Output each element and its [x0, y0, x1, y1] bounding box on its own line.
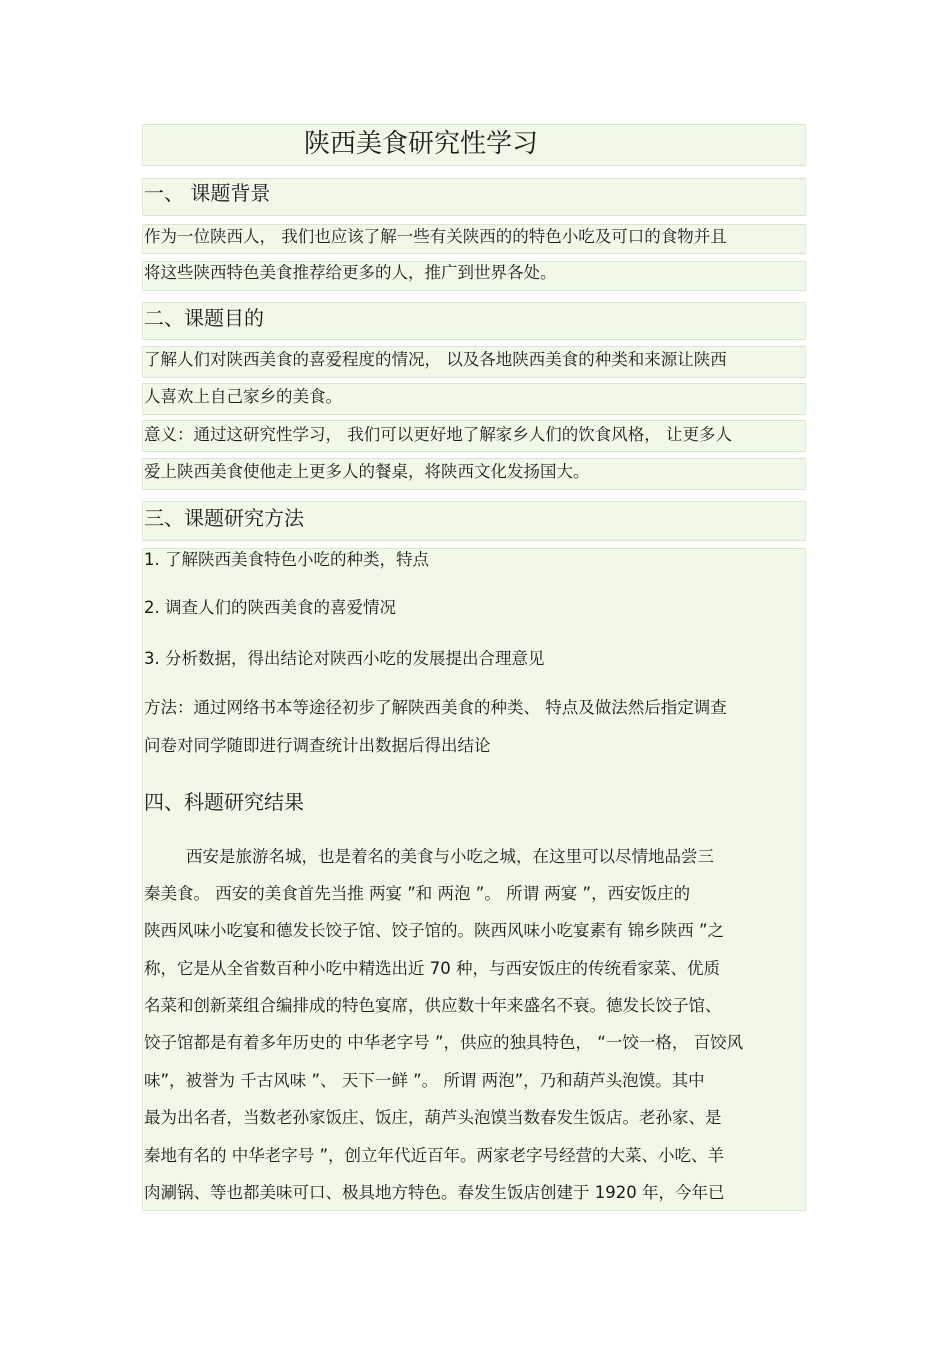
list-item: 3. 分析数据，得出结论对陕西小吃的发展提出合理意见 — [144, 649, 545, 668]
section-heading-background: 一、 课题背景 — [144, 181, 271, 205]
paragraph-line: 人喜欢上自己家乡的美食。 — [144, 387, 342, 406]
paragraph-line: 将这些陕西特色美食推荐给更多的人，推广到世界各处。 — [144, 263, 557, 282]
paragraph-line: 肉涮锅、等也都美味可口、极具地方特色。春发生饭店创建于 1920 年，今年已 — [144, 1183, 725, 1202]
paragraph-line: 称，它是从全省数百种小吃中精选出近 70 种，与西安饭庄的传统看家菜、优质 — [144, 959, 720, 978]
paragraph-line: 了解人们对陕西美食的喜爱程度的情况， 以及各地陕西美食的种类和来源让陕西 — [144, 350, 727, 369]
paragraph-line: 方法：通过网络书本等途径初步了解陕西美食的种类、 特点及做法然后指定调查 — [144, 698, 727, 717]
page-title: 陕西美食研究性学习 — [304, 129, 539, 159]
list-item: 1. 了解陕西美食特色小吃的种类，特点 — [144, 550, 429, 569]
paragraph-line: 问卷对同学随即进行调查统计出数据后得出结论 — [144, 736, 491, 755]
section-heading-purpose: 二、课题目的 — [144, 306, 264, 330]
paragraph-line: 最为出名者，当数老孙家饭庄、饭庄，葫芦头泡馍当数春发生饭店。老孙家、是 — [144, 1108, 722, 1127]
paragraph-line: 西安是旅游名城，也是着名的美食与小吃之城，在这里可以尽情地品尝三 — [186, 847, 714, 866]
paragraph-line: 爱上陕西美食使他走上更多人的餐桌，将陕西文化发扬国大。 — [144, 462, 590, 481]
paragraph-line: 秦地有名的 中华老字号 ”，创立年代近百年。两家老字号经营的大菜、小吃、羊 — [144, 1146, 725, 1165]
section-heading-method: 三、课题研究方法 — [144, 506, 304, 530]
paragraph-line: 陕西风味小吃宴和德发长饺子馆、饺子馆的。陕西风味小吃宴素有 锦乡陕西 ”之 — [144, 921, 725, 940]
paragraph-line: 名菜和创新菜组合编排成的特色宴席，供应数十年来盛名不衰。德发长饺子馆、 — [144, 996, 722, 1015]
paragraph-line: 秦美食。 西安的美食首先当推 两宴 ”和 两泡 ”。 所谓 两宴 ”，西安饭庄的 — [144, 884, 691, 903]
paragraph-line: 作为一位陕西人， 我们也应该了解一些有关陕西的的特色小吃及可口的食物并且 — [144, 227, 727, 246]
paragraph-line: 意义：通过这研究性学习， 我们可以更好地了解家乡人们的饮食风格， 让更多人 — [144, 425, 732, 444]
paragraph-line: 饺子馆都是有着多年历史的 中华老字号 ”，供应的独具特色， “一饺一格， 百饺风 — [144, 1033, 744, 1052]
paragraph-line: 味”，被誉为 千古风味 ”、 天下一鲜 ”。 所谓 两泡”，乃和葫芦头泡馍。其中 — [144, 1071, 705, 1090]
list-item: 2. 调查人们的陕西美食的喜爱情况 — [144, 598, 396, 617]
section-heading-results: 四、科题研究结果 — [144, 790, 304, 814]
